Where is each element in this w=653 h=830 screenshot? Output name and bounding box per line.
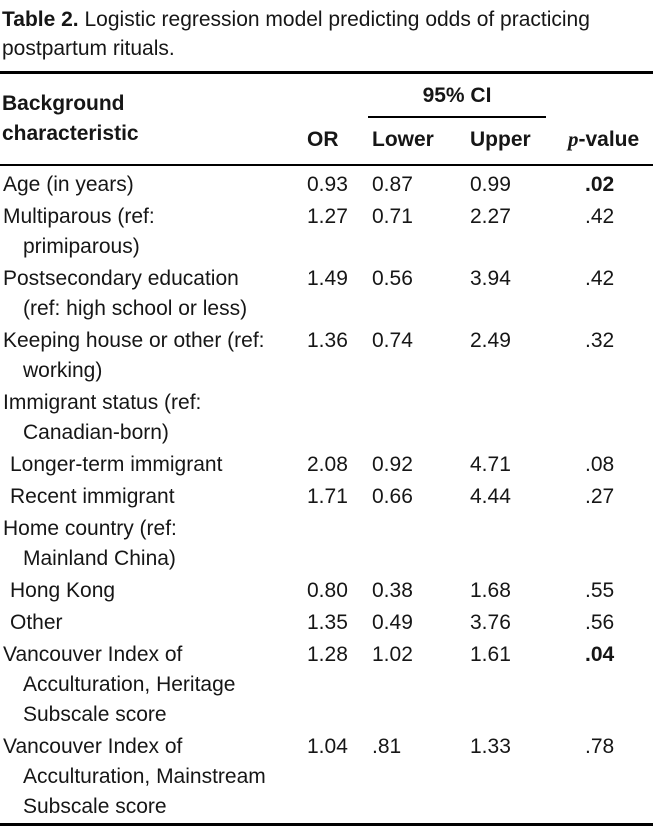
characteristic-text: Acculturation, Mainstream [23,765,266,788]
characteristic-text: Acculturation, Heritage [23,673,236,696]
ci-upper-cell: 1.61 [470,643,511,666]
table-caption [0,3,653,71]
pvalue-cell: .32 [585,329,615,352]
characteristic-cell [0,481,300,513]
col-header-pvalue-p: p [568,127,579,151]
characteristic-cell [0,263,300,325]
ci-upper-cell: 2.27 [470,205,511,228]
characteristic-text: Other [10,611,63,634]
or-cell: 1.28 [307,643,348,666]
table-row-via-mainstream [0,731,653,825]
characteristic-cell [0,731,300,825]
or-cell [300,387,368,449]
characteristic-text: (ref: high school or less) [23,297,248,320]
table-caption-label: Table 2. [2,8,79,31]
characteristic-text: Mainland China) [23,547,176,570]
table-row-hong-kong [0,575,653,607]
characteristic-cell [0,449,300,481]
pvalue-cell: .56 [585,611,615,634]
col-header-pvalue [562,73,653,166]
ci-lower-cell: 0.38 [372,579,413,602]
or-cell: 1.35 [307,611,348,634]
characteristic-text: Longer-term immigrant [10,453,223,476]
pvalue-cell: .42 [585,267,615,290]
ci-group-header-label: 95% CI [368,82,546,118]
col-header-or: OR [307,128,339,151]
ci-upper-cell [466,513,562,575]
characteristic-cell [0,607,300,639]
col-header-characteristic-label: Background characteristic [2,92,139,145]
pvalue-cell: .55 [585,579,615,602]
characteristic-cell [0,513,300,575]
pvalue-cell: .42 [585,205,615,228]
ci-upper-cell: 1.33 [470,735,511,758]
or-cell: 1.27 [307,205,348,228]
or-cell: 0.80 [307,579,348,602]
pvalue-cell: .27 [585,485,615,508]
or-cell: 2.08 [307,453,348,476]
ci-upper-cell: 4.44 [470,485,511,508]
table-row-immigrant-status [0,387,653,449]
characteristic-text: Hong Kong [10,579,116,602]
pvalue-cell: .04 [585,643,615,666]
table-body [0,165,653,825]
table-caption-text: Logistic regression model predicting odds of practicing postpartum rituals. [2,8,590,60]
characteristic-cell [0,165,300,201]
ci-upper-cell: 4.71 [470,453,511,476]
ci-upper-cell: 2.49 [470,329,511,352]
ci-lower-cell: 0.92 [372,453,413,476]
table-row-keeping-house [0,325,653,387]
ci-lower-cell: 1.02 [372,643,413,666]
characteristic-text: working) [23,359,103,382]
characteristic-text: Vancouver Index of [3,643,183,666]
characteristic-text: Home country (ref: [3,517,177,540]
table-row-home-country [0,513,653,575]
ci-lower-cell [368,387,466,449]
characteristic-text: Age (in years) [3,173,134,196]
ci-lower-cell: 0.74 [372,329,413,352]
table-header [0,73,653,166]
ci-group-header [368,73,562,119]
characteristic-text: Recent immigrant [10,485,175,508]
table-row-postsecondary [0,263,653,325]
table-row-other-country [0,607,653,639]
or-cell: 1.36 [307,329,348,352]
table-row-multiparous [0,201,653,263]
or-cell: 0.93 [300,165,368,201]
characteristic-text: primiparous) [23,235,140,258]
pvalue-cell [562,387,653,449]
ci-lower-cell: 0.87 [368,165,466,201]
characteristic-text: Subscale score [23,703,167,726]
characteristic-text: Immigrant status (ref: [3,391,202,414]
col-header-upper: Upper [470,128,531,151]
regression-table [0,71,653,826]
characteristic-cell [0,575,300,607]
ci-lower-cell: 0.56 [372,267,413,290]
ci-upper-cell [466,387,562,449]
table-row-recent-immigrant [0,481,653,513]
characteristic-text: Postsecondary education [3,267,239,290]
characteristic-text: Vancouver Index of [3,735,183,758]
or-cell: 1.04 [307,735,348,758]
pvalue-cell: .78 [585,735,615,758]
col-header-pvalue-rest: -value [578,128,640,151]
characteristic-cell [0,639,300,731]
ci-lower-cell [368,513,466,575]
ci-lower-cell: 0.71 [372,205,413,228]
characteristic-cell [0,325,300,387]
col-header-characteristic [0,73,300,166]
ci-lower-cell: 0.66 [372,485,413,508]
table-row-age [0,165,653,201]
ci-lower-cell: .81 [372,735,402,758]
characteristic-cell [0,387,300,449]
or-cell [300,513,368,575]
pvalue-cell: .08 [585,453,615,476]
table-row-longer-term-immigrant [0,449,653,481]
pvalue-cell: .02 [562,165,653,201]
characteristic-text: Multiparous (ref: [3,205,155,228]
characteristic-cell [0,201,300,263]
characteristic-text: Subscale score [23,795,167,818]
or-cell: 1.71 [307,485,348,508]
ci-upper-cell: 0.99 [466,165,562,201]
characteristic-text: Keeping house or other (ref: [3,329,265,352]
col-header-lower: Lower [372,128,434,151]
ci-lower-cell: 0.49 [372,611,413,634]
characteristic-text: Canadian-born) [23,421,169,444]
or-cell: 1.49 [307,267,348,290]
ci-upper-cell: 1.68 [470,579,511,602]
table-row-via-heritage [0,639,653,731]
ci-upper-cell: 3.76 [470,611,511,634]
pvalue-cell [562,513,653,575]
ci-upper-cell: 3.94 [470,267,511,290]
